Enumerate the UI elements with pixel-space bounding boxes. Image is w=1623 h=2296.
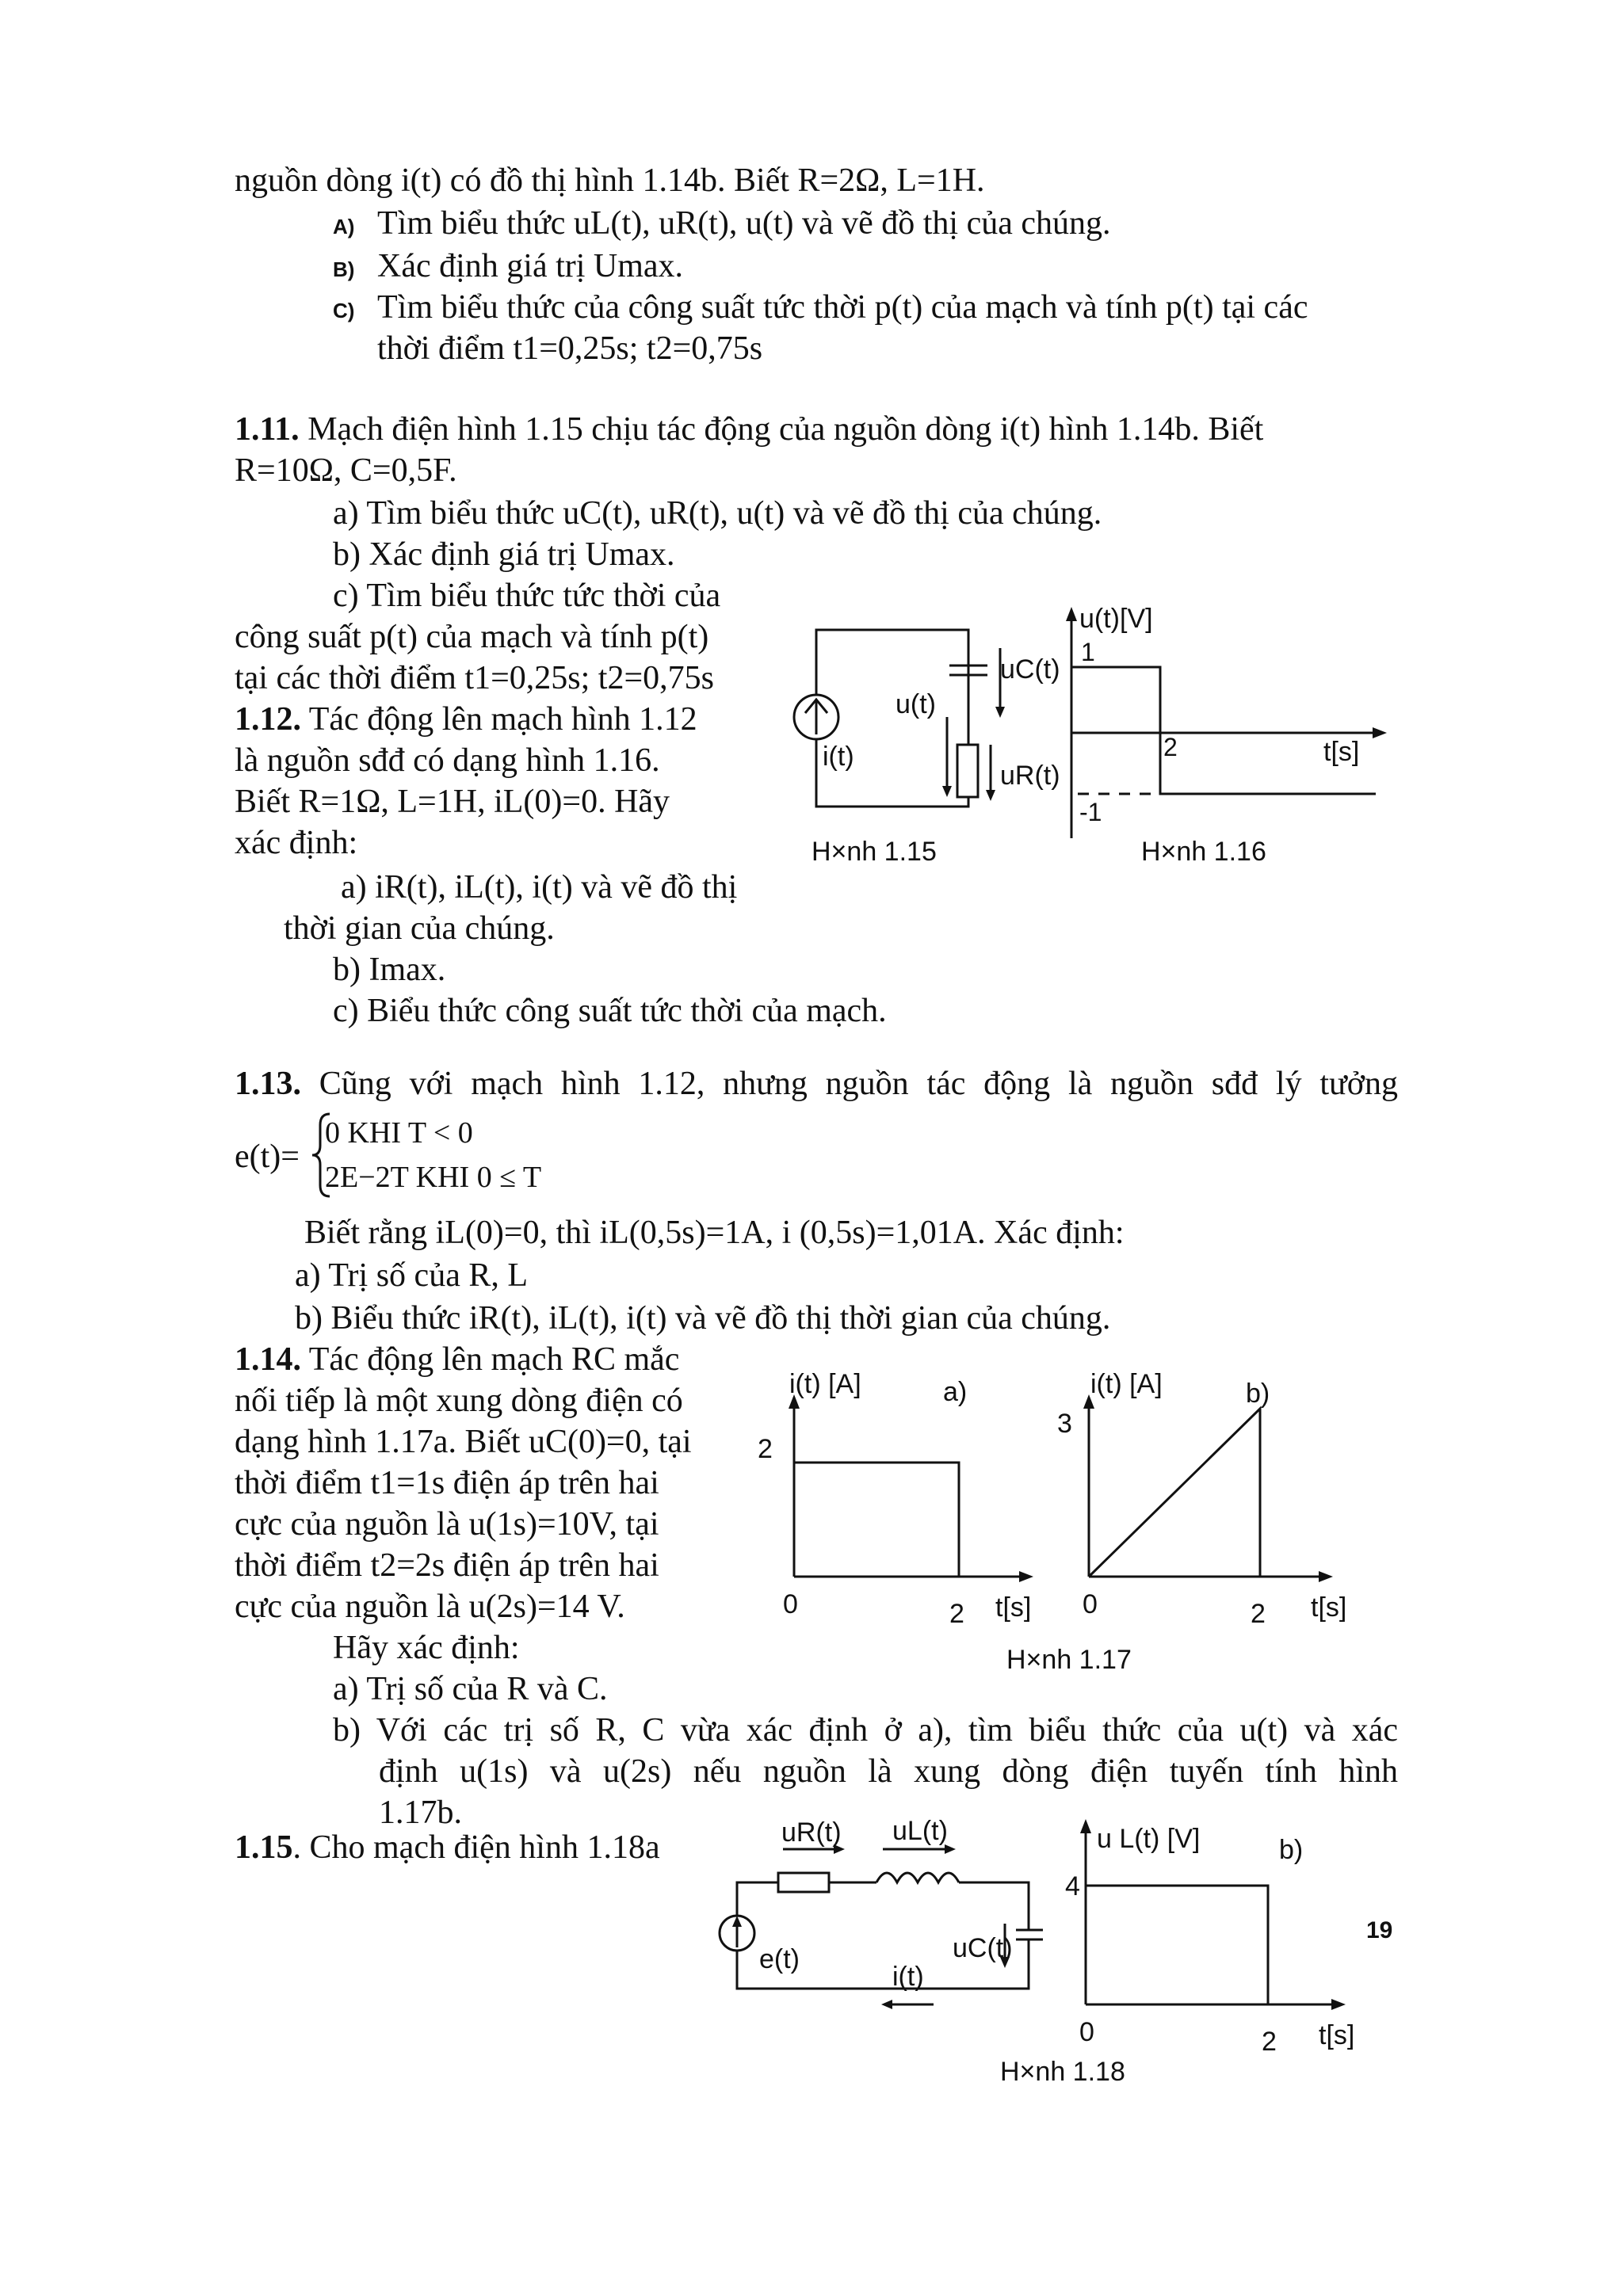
fig117a-x-label: t[s] — [995, 1592, 1032, 1623]
p114-text-1: Tác động lên mạch RC mắc — [308, 1341, 680, 1378]
fig116-caption: H×nh 1.16 — [1141, 837, 1266, 867]
fig118-x-label: t[s] — [1319, 2020, 1355, 2050]
p110-b-marker: B) — [333, 257, 355, 281]
fig118-ul-label: uL(t) — [892, 1816, 948, 1846]
fig116-x-label: t[s] — [1323, 737, 1360, 767]
figure-1-18a-arrowheads — [732, 1844, 1010, 2009]
fig118-caption: H×nh 1.18 — [1000, 2057, 1125, 2087]
p114-line-6: thời điểm t2=2s điện áp trên hai — [235, 1547, 659, 1584]
p112-item-b: b) Imax. — [333, 952, 446, 988]
fig118-tick-y: 4 — [1065, 1871, 1080, 1901]
p114-line-2: nối tiếp là một xung dòng điện có — [235, 1383, 683, 1419]
fig116-tick-2: 2 — [1163, 733, 1178, 761]
fig118-e-label: e(t) — [759, 1944, 800, 1974]
fig117a-tick-0: 0 — [783, 1589, 798, 1619]
p113-item-b: b) Biểu thức iR(t), iL(t), i(t) và vẽ đồ thị thời gian của chúng. — [295, 1300, 1111, 1337]
p111-item-c-2: công suất p(t) của mạch và tính p(t) — [235, 619, 709, 655]
fig115-source-label: i(t) — [823, 742, 854, 772]
p111-item-c-1: c) Tìm biểu thức tức thời của — [333, 578, 721, 614]
p114-number: 1.14. — [235, 1341, 301, 1378]
p110-c-text-2: thời điểm t1=0,25s; t2=0,75s — [377, 330, 763, 367]
fig117a-tick-y: 2 — [758, 1434, 773, 1464]
fig117a-tick-x: 2 — [949, 1599, 964, 1629]
p114-item-a: a) Trị số của R và C. — [333, 1671, 608, 1707]
fig115-uc-label: uC(t) — [1000, 654, 1060, 685]
p113-item-a: a) Trị số của R, L — [295, 1257, 528, 1294]
page-number: 19 — [1366, 1917, 1393, 1943]
p115-text-1: . Cho mạch điện hình 1.18a — [292, 1829, 660, 1866]
p110-a-text: Tìm biểu thức uL(t), uR(t), u(t) và vẽ đồ thị của chúng. — [377, 205, 1111, 242]
p114-line-8: Hãy xác định: — [333, 1630, 520, 1666]
fig117b-x-label: t[s] — [1311, 1592, 1347, 1623]
p112-item-a-2: thời gian của chúng. — [284, 910, 555, 947]
p114-item-b-1: b) Với các trị số R, C vừa xác định ở a), tìm biểu thức của u(t) và xác — [333, 1712, 1398, 1749]
p112-number: 1.12. — [235, 701, 301, 738]
fig116-y-label: u(t)[V] — [1079, 604, 1153, 634]
fig117a-y-label: i(t) [A] — [789, 1369, 861, 1399]
p113-case-2: 2E−2T KHI 0 ≤ T — [325, 1161, 542, 1194]
figure-1-18a-circuit — [720, 1849, 1043, 2004]
p114-line-4: thời điểm t1=1s điện áp trên hai — [235, 1465, 659, 1501]
fig118-b-tag: b) — [1279, 1835, 1304, 1865]
p111-item-b: b) Xác định giá trị Umax. — [333, 536, 675, 573]
figure-1-18b-pulse — [1086, 1886, 1268, 2004]
fig118-tick-0: 0 — [1079, 2017, 1094, 2047]
fig116-tick-1: 1 — [1081, 638, 1095, 666]
fig118-tick-x: 2 — [1262, 2027, 1277, 2057]
fig118-i-label: i(t) — [892, 1962, 924, 1992]
fig115-u-label: u(t) — [896, 689, 936, 719]
p111-item-a: a) Tìm biểu thức uC(t), uR(t), u(t) và vẽ đồ thị của chúng. — [333, 495, 1102, 532]
fig116-tick-m1: -1 — [1079, 798, 1102, 826]
p112-line-3: Biết R=1Ω, L=1H, iL(0)=0. Hãy — [235, 784, 670, 820]
p110-c-marker: C) — [333, 299, 355, 322]
p110-intro: nguồn dòng i(t) có đồ thị hình 1.14b. Biết R=2Ω, L=1H. — [235, 162, 985, 199]
p113-number: 1.13. — [235, 1066, 301, 1102]
fig118-ur-label: uR(t) — [781, 1817, 842, 1848]
fig117b-tick-x: 2 — [1251, 1599, 1266, 1629]
p112-text-1: Tác động lên mạch hình 1.12 — [308, 701, 697, 738]
p112-item-c: c) Biểu thức công suất tức thời của mạch. — [333, 993, 887, 1029]
p110-c-text-1: Tìm biểu thức của công suất tức thời p(t) của mạch và tính p(t) tại các — [377, 289, 1308, 326]
p114-line-3: dạng hình 1.17a. Biết uC(0)=0, tại — [235, 1424, 692, 1460]
p111-number: 1.11. — [235, 411, 300, 448]
p111-item-c-3: tại các thời điểm t1=0,25s; t2=0,75s — [235, 660, 715, 696]
fig117a-tag: a) — [943, 1377, 968, 1407]
fig115-caption: H×nh 1.15 — [812, 837, 937, 867]
fig117b-tag: b) — [1246, 1379, 1270, 1409]
p113-e-lhs: e(t)= — [235, 1138, 300, 1175]
p112-item-a-1: a) iR(t), iL(t), i(t) và vẽ đồ thị — [341, 869, 738, 906]
fig117b-y-label: i(t) [A] — [1090, 1369, 1163, 1399]
p110-b-text: Xác định giá trị Umax. — [377, 248, 684, 284]
p113-case-1: 0 KHI T < 0 — [325, 1116, 473, 1150]
p115-number: 1.15 — [235, 1829, 293, 1866]
p110-a-marker: A) — [333, 215, 355, 238]
p113-line-2: Biết rằng iL(0)=0, thì iL(0,5s)=1A, i (0,5s)=1,01A. Xác định: — [304, 1215, 1125, 1251]
p114-item-b-2: định u(1s) và u(2s) nếu nguồn là xung dòng điện tuyến tính hình — [379, 1753, 1398, 1790]
p111-text-1: Mạch điện hình 1.15 chịu tác động của nguồn dòng i(t) hình 1.14b. Biết — [307, 411, 1264, 448]
fig118-y-label: u L(t) [V] — [1097, 1824, 1201, 1854]
fig117b-tick-y: 3 — [1057, 1409, 1072, 1439]
fig117b-tick-0: 0 — [1083, 1589, 1098, 1619]
p113-text-1: Cũng với mạch hình 1.12, nhưng nguồn tác động là nguồn sđđ lý tưởng — [319, 1066, 1399, 1102]
p114-line-5: cực của nguồn là u(1s)=10V, tại — [235, 1506, 659, 1543]
fig118-uc-label: uC(t) — [953, 1933, 1013, 1963]
p111-line-2: R=10Ω, C=0,5F. — [235, 452, 457, 489]
p114-line-7: cực của nguồn là u(2s)=14 V. — [235, 1589, 625, 1625]
p114-item-b-3: 1.17b. — [379, 1794, 462, 1831]
p112-line-2: là nguồn sđđ có dạng hình 1.16. — [235, 742, 660, 779]
p112-line-4: xác định: — [235, 825, 358, 861]
fig115-ur-label: uR(t) — [1000, 761, 1060, 791]
fig117-caption: H×nh 1.17 — [1006, 1645, 1132, 1675]
